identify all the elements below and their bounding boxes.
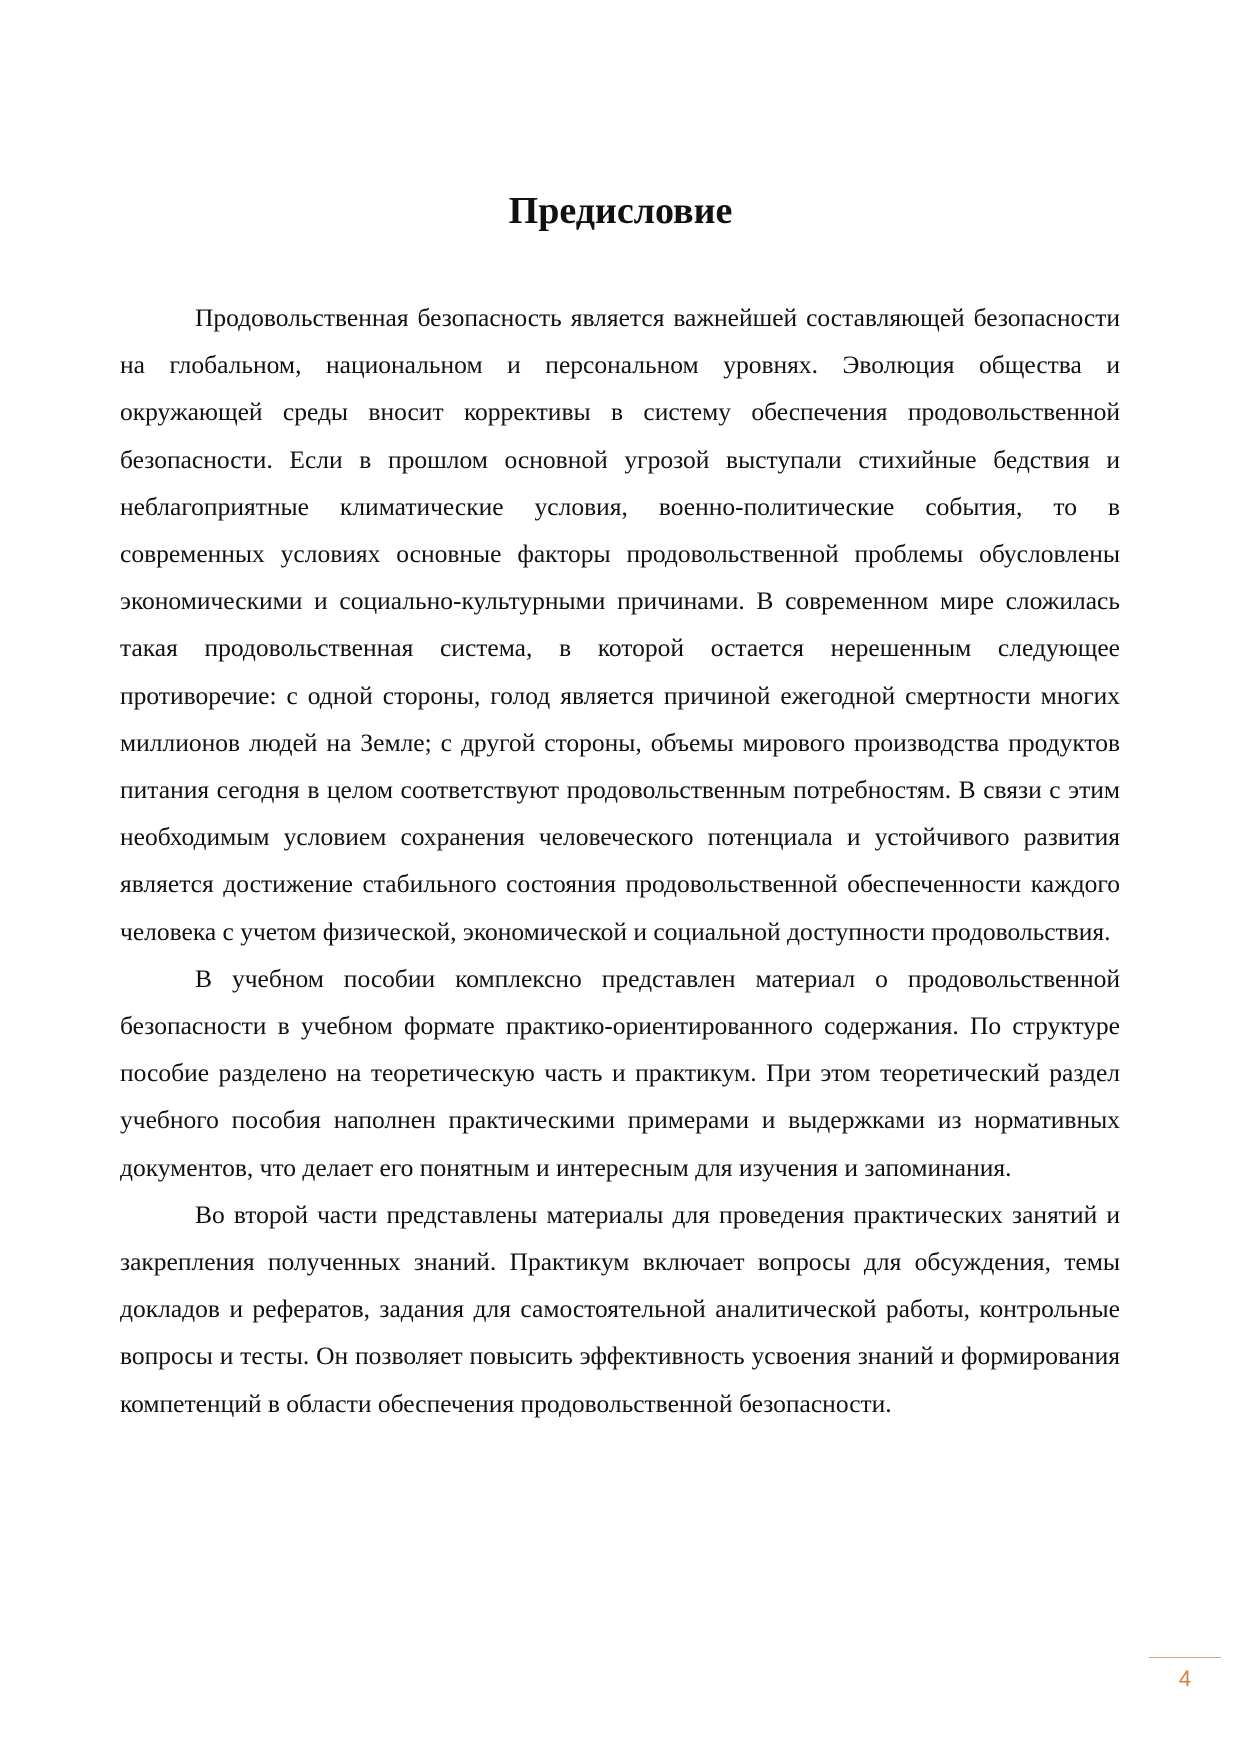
paragraph-1: Продовольственная безопасность является важнейшей составляющей безопасности на глобальном, национальном и персональном уровнях. Эволюция общества и окружающей среды вносит коррективы в систему обеспечения продовольственной безопасности. Если в прошлом основной угрозой выступали стихийные бедствия и неблагоприятные климатические условия, военно-политические события, то в современных условиях основные факторы продовольственной проблемы обусловлены экономическими и социально-культурными причинами. В современном мире сложилась такая продовольственная система, в которой остается нерешенным следующее противоречие: с одной стороны, голод является причиной ежегодной смертности многих миллионов людей на Земле; с другой стороны, объемы мирового производства продуктов питания сегодня в целом соответствуют продовольственным потребностям. В связи с этим необходимым условием сохранения человеческого потенциала и устойчивого развития является достижение стабильного состояния продовольственной обеспеченности каждого человека с учетом физической, экономической и социальной доступности продовольствия. bbox=[120, 303, 1120, 946]
paragraph-2: В учебном пособии комплексно представлен материал о продовольственной безопасности в учебном формате практико-ориентированного содержания. По структуре пособие разделено на теоретическую часть и практикум. При этом теоретический раздел учебного пособия наполнен практическими примерами и выдержками из нормативных документов, что делает его понятным и интересным для изучения и запоминания. bbox=[120, 963, 1120, 1182]
page-number-rule bbox=[1149, 1657, 1221, 1658]
page-number: 4 bbox=[1178, 1666, 1192, 1691]
page-title: Предисловие bbox=[508, 190, 733, 232]
paragraph-3: Во второй части представлены материалы для проведения практических занятий и закрепления полученных знаний. Практикум включает вопросы для обсуждения, темы докладов и рефератов, задания для самостоятельной аналитической работы, контрольные вопросы и тесты. Он позволяет повысить эффективность усвоения знаний и формирования компетенций в области обеспечения продовольственной безопасности. bbox=[120, 1199, 1120, 1418]
body-text bbox=[120, 294, 1120, 1427]
